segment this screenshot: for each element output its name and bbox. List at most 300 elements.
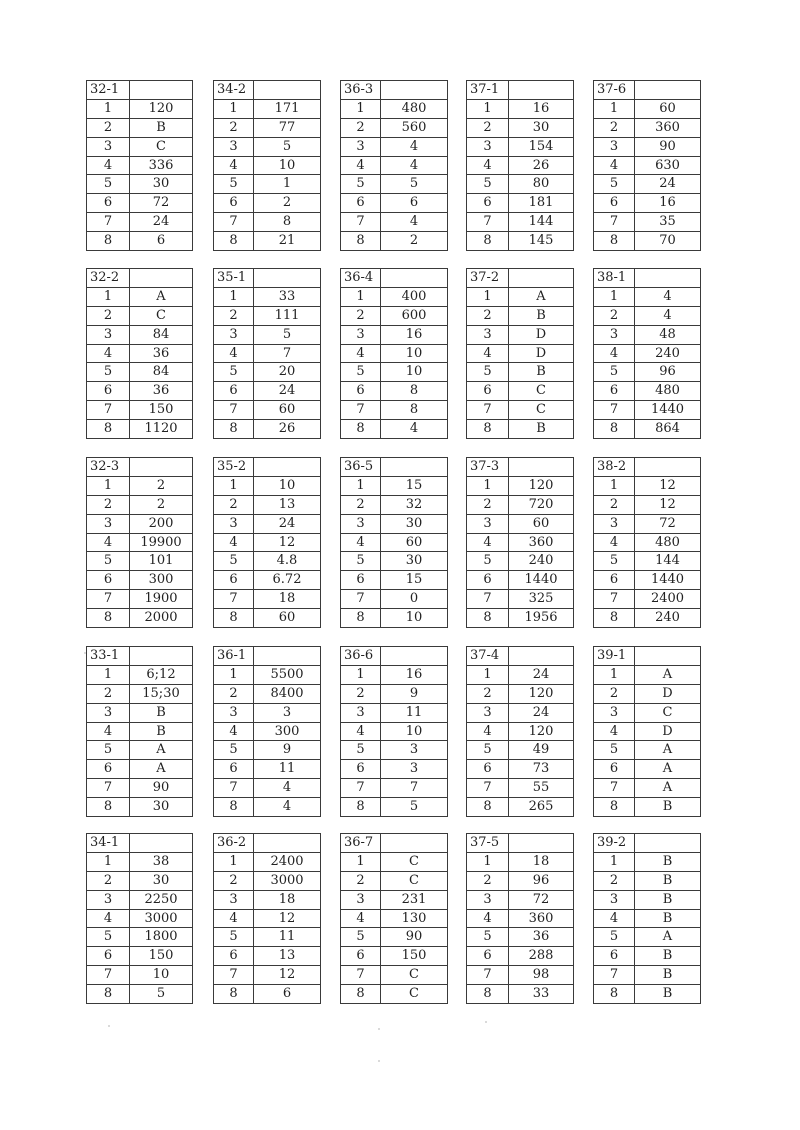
question-number: 6	[467, 571, 509, 590]
answer-value: 32	[381, 495, 448, 514]
table-row	[87, 514, 193, 533]
table-header-blank	[381, 647, 448, 666]
answer-value: 3	[381, 741, 448, 760]
question-number: 6	[467, 760, 509, 779]
question-number: 7	[341, 213, 381, 232]
table-header-blank	[635, 834, 701, 853]
answer-value: 360	[509, 909, 574, 928]
table-header-row	[214, 458, 321, 477]
question-number: 4	[214, 344, 254, 363]
table-row	[214, 741, 321, 760]
table-row	[214, 852, 321, 871]
answer-value: 2250	[130, 890, 193, 909]
answer-value: B	[130, 703, 193, 722]
question-number: 8	[594, 609, 635, 628]
table-row	[594, 287, 701, 306]
question-number: 8	[467, 232, 509, 251]
answer-value: 9	[381, 684, 448, 703]
question-number: 8	[341, 232, 381, 251]
answer-value: 8400	[254, 684, 321, 703]
question-number: 6	[87, 571, 130, 590]
answer-value: 21	[254, 232, 321, 251]
table-row	[594, 533, 701, 552]
answer-value: 90	[381, 928, 448, 947]
question-number: 5	[467, 928, 509, 947]
question-number: 8	[214, 985, 254, 1004]
table-row	[87, 420, 193, 439]
table-row	[87, 928, 193, 947]
question-number: 7	[594, 401, 635, 420]
question-number: 4	[87, 722, 130, 741]
table-row	[341, 306, 448, 325]
answer-value: B	[635, 871, 701, 890]
table-row	[467, 703, 574, 722]
question-number: 3	[214, 890, 254, 909]
answer-value: 13	[254, 947, 321, 966]
table-row	[214, 287, 321, 306]
question-number: 1	[341, 665, 381, 684]
answer-value: 49	[509, 741, 574, 760]
table-row	[87, 985, 193, 1004]
table-label: 36-7	[341, 834, 381, 853]
answer-value: 864	[635, 420, 701, 439]
table-label: 38-1	[594, 269, 635, 288]
question-number: 4	[214, 722, 254, 741]
answer-value: 5	[254, 137, 321, 156]
scan-speck	[108, 1025, 110, 1027]
question-number: 4	[214, 909, 254, 928]
answer-value: 18	[509, 852, 574, 871]
answer-table-37-2	[466, 268, 574, 439]
answer-value: 18	[254, 590, 321, 609]
question-number: 6	[341, 947, 381, 966]
answer-value: 480	[635, 533, 701, 552]
table-label: 36-2	[214, 834, 254, 853]
answer-value: 265	[509, 798, 574, 817]
table-row	[467, 232, 574, 251]
table-row	[87, 852, 193, 871]
question-number: 1	[341, 99, 381, 118]
table-row	[341, 590, 448, 609]
table-row	[467, 495, 574, 514]
table-header-row	[467, 458, 574, 477]
question-number: 4	[341, 156, 381, 175]
question-number: 2	[341, 871, 381, 890]
question-number: 4	[594, 722, 635, 741]
answer-value: 144	[635, 552, 701, 571]
table-row	[341, 741, 448, 760]
answer-value: A	[635, 928, 701, 947]
table-row	[87, 287, 193, 306]
answer-value: 48	[635, 325, 701, 344]
answer-value: 1	[254, 175, 321, 194]
table-row	[214, 99, 321, 118]
question-number: 7	[467, 213, 509, 232]
answer-value: 2	[381, 232, 448, 251]
table-row	[214, 590, 321, 609]
table-row	[594, 552, 701, 571]
table-row	[594, 703, 701, 722]
table-row	[214, 890, 321, 909]
question-number: 8	[594, 420, 635, 439]
table-header-blank	[130, 458, 193, 477]
question-number: 6	[214, 947, 254, 966]
table-header-row	[87, 834, 193, 853]
question-number: 6	[341, 382, 381, 401]
question-number: 7	[467, 966, 509, 985]
answer-value: 16	[635, 194, 701, 213]
question-number: 8	[341, 798, 381, 817]
table-row	[467, 552, 574, 571]
table-label: 37-5	[467, 834, 509, 853]
question-number: 3	[87, 703, 130, 722]
answer-table-35-1	[213, 268, 321, 439]
table-row	[87, 137, 193, 156]
table-row	[467, 156, 574, 175]
table-row	[341, 476, 448, 495]
answer-value: 15;30	[130, 684, 193, 703]
table-header-blank	[254, 458, 321, 477]
table-row	[594, 852, 701, 871]
answer-value: 24	[509, 665, 574, 684]
answer-value: 5500	[254, 665, 321, 684]
table-row	[341, 609, 448, 628]
question-number: 5	[467, 363, 509, 382]
table-header-blank	[254, 834, 321, 853]
answer-value: 70	[635, 232, 701, 251]
table-row	[87, 401, 193, 420]
answer-value: 6.72	[254, 571, 321, 590]
answer-value: 480	[635, 382, 701, 401]
table-row	[214, 514, 321, 533]
table-row	[594, 213, 701, 232]
answer-value: A	[509, 287, 574, 306]
table-header-blank	[381, 269, 448, 288]
table-row	[214, 420, 321, 439]
answer-value: 10	[254, 476, 321, 495]
table-row	[214, 609, 321, 628]
answer-value: 96	[509, 871, 574, 890]
question-number: 7	[87, 590, 130, 609]
table-row	[594, 382, 701, 401]
table-label: 33-1	[87, 647, 130, 666]
table-row	[341, 871, 448, 890]
question-number: 4	[341, 533, 381, 552]
question-number: 8	[214, 232, 254, 251]
question-number: 7	[87, 966, 130, 985]
question-number: 7	[594, 213, 635, 232]
table-header-row	[467, 834, 574, 853]
answer-value: 13	[254, 495, 321, 514]
table-row	[594, 420, 701, 439]
question-number: 5	[87, 741, 130, 760]
table-header-row	[341, 834, 448, 853]
question-number: 4	[467, 909, 509, 928]
question-number: 4	[467, 156, 509, 175]
question-number: 2	[594, 118, 635, 137]
question-number: 5	[594, 928, 635, 947]
table-row	[594, 909, 701, 928]
answer-value: C	[130, 137, 193, 156]
question-number: 4	[87, 156, 130, 175]
question-number: 2	[87, 118, 130, 137]
answer-value: 4	[254, 798, 321, 817]
answer-value: 30	[381, 514, 448, 533]
question-number: 7	[214, 213, 254, 232]
answer-value: 72	[130, 194, 193, 213]
table-row	[341, 495, 448, 514]
answer-value: 240	[635, 609, 701, 628]
answer-value: 77	[254, 118, 321, 137]
question-number: 8	[214, 609, 254, 628]
answer-value: D	[509, 344, 574, 363]
table-row	[214, 156, 321, 175]
table-row	[341, 382, 448, 401]
table-row	[594, 760, 701, 779]
table-label: 36-1	[214, 647, 254, 666]
answer-value: 1956	[509, 609, 574, 628]
answer-table-37-5	[466, 833, 574, 1004]
table-row	[214, 571, 321, 590]
question-number: 4	[594, 344, 635, 363]
question-number: 6	[87, 760, 130, 779]
answer-value: B	[130, 722, 193, 741]
answer-value: 12	[254, 909, 321, 928]
table-row	[214, 137, 321, 156]
answer-value: 3	[254, 703, 321, 722]
table-row	[214, 966, 321, 985]
answer-value: 55	[509, 779, 574, 798]
answer-value: A	[635, 741, 701, 760]
table-row	[594, 99, 701, 118]
answer-value: 24	[254, 382, 321, 401]
answer-value: 1900	[130, 590, 193, 609]
answer-value: B	[635, 890, 701, 909]
answer-value: 150	[130, 947, 193, 966]
table-row	[594, 890, 701, 909]
answer-value: 560	[381, 118, 448, 137]
question-number: 4	[87, 533, 130, 552]
question-number: 7	[214, 779, 254, 798]
question-number: 5	[214, 363, 254, 382]
table-row	[87, 213, 193, 232]
answer-value: 18	[254, 890, 321, 909]
answer-table-37-1	[466, 80, 574, 251]
question-number: 1	[214, 476, 254, 495]
question-number: 5	[214, 741, 254, 760]
table-row	[341, 852, 448, 871]
question-number: 4	[594, 156, 635, 175]
answer-value: 5	[381, 798, 448, 817]
question-number: 6	[594, 194, 635, 213]
question-number: 5	[341, 175, 381, 194]
table-header-blank	[509, 834, 574, 853]
question-number: 6	[341, 760, 381, 779]
question-number: 5	[467, 552, 509, 571]
table-row	[87, 156, 193, 175]
question-number: 3	[467, 703, 509, 722]
table-row	[594, 118, 701, 137]
table-row	[341, 325, 448, 344]
question-number: 2	[467, 118, 509, 137]
answer-value: 1440	[509, 571, 574, 590]
table-row	[594, 137, 701, 156]
table-header-row	[87, 269, 193, 288]
table-row	[467, 325, 574, 344]
table-row	[467, 118, 574, 137]
table-row	[341, 928, 448, 947]
answer-value: 1800	[130, 928, 193, 947]
table-row	[87, 232, 193, 251]
answer-value: B	[130, 118, 193, 137]
question-number: 4	[87, 909, 130, 928]
answer-value: 96	[635, 363, 701, 382]
table-row	[214, 909, 321, 928]
question-number: 3	[594, 890, 635, 909]
answer-value: 150	[130, 401, 193, 420]
table-label: 32-3	[87, 458, 130, 477]
question-number: 8	[87, 798, 130, 817]
question-number: 8	[467, 798, 509, 817]
answer-value: 19900	[130, 533, 193, 552]
table-label: 34-2	[214, 81, 254, 100]
answer-value: 1440	[635, 401, 701, 420]
table-header-blank	[509, 81, 574, 100]
question-number: 4	[214, 533, 254, 552]
table-row	[594, 779, 701, 798]
scan-speck	[485, 1021, 487, 1023]
table-row	[467, 684, 574, 703]
answer-value: 4	[381, 137, 448, 156]
table-row	[87, 363, 193, 382]
question-number: 3	[594, 514, 635, 533]
table-row	[214, 325, 321, 344]
answer-value: B	[635, 798, 701, 817]
question-number: 8	[214, 798, 254, 817]
question-number: 1	[87, 287, 130, 306]
table-row	[594, 156, 701, 175]
question-number: 3	[341, 703, 381, 722]
question-number: 3	[594, 703, 635, 722]
question-number: 7	[467, 401, 509, 420]
table-header-blank	[130, 834, 193, 853]
answer-value: 150	[381, 947, 448, 966]
table-label: 38-2	[594, 458, 635, 477]
answer-value: 1440	[635, 571, 701, 590]
answer-value: C	[130, 306, 193, 325]
answer-value: 336	[130, 156, 193, 175]
question-number: 1	[594, 852, 635, 871]
answer-value: 101	[130, 552, 193, 571]
answer-value: C	[381, 871, 448, 890]
answer-value: 15	[381, 476, 448, 495]
answer-table-37-6	[593, 80, 701, 251]
answer-value: 10	[381, 722, 448, 741]
answer-value: 240	[635, 344, 701, 363]
answer-value: A	[635, 760, 701, 779]
table-row	[341, 420, 448, 439]
table-row	[341, 966, 448, 985]
table-row	[87, 495, 193, 514]
question-number: 4	[87, 344, 130, 363]
question-number: 5	[341, 741, 381, 760]
answer-value: C	[635, 703, 701, 722]
table-row	[87, 798, 193, 817]
table-row	[214, 985, 321, 1004]
answer-value: 288	[509, 947, 574, 966]
table-row	[341, 194, 448, 213]
answer-value: 72	[635, 514, 701, 533]
table-row	[594, 947, 701, 966]
question-number: 6	[594, 571, 635, 590]
table-row	[214, 232, 321, 251]
table-row	[467, 909, 574, 928]
table-row	[214, 665, 321, 684]
table-header-blank	[130, 269, 193, 288]
table-row	[341, 722, 448, 741]
answer-value: 4	[635, 287, 701, 306]
answer-value: C	[509, 382, 574, 401]
answer-table-39-2	[593, 833, 701, 1004]
table-row	[214, 363, 321, 382]
question-number: 5	[214, 552, 254, 571]
question-number: 7	[594, 779, 635, 798]
table-row	[87, 344, 193, 363]
answer-value: 60	[254, 609, 321, 628]
answer-value: 84	[130, 325, 193, 344]
table-row	[467, 947, 574, 966]
answer-value: 10	[254, 156, 321, 175]
table-header-blank	[254, 269, 321, 288]
answer-value: A	[635, 665, 701, 684]
question-number: 3	[341, 514, 381, 533]
answer-value: 0	[381, 590, 448, 609]
question-number: 3	[87, 137, 130, 156]
table-row	[594, 966, 701, 985]
answer-value: 2400	[254, 852, 321, 871]
answer-value: 36	[509, 928, 574, 947]
table-row	[214, 722, 321, 741]
table-header-blank	[509, 647, 574, 666]
answer-value: 26	[254, 420, 321, 439]
table-header-blank	[381, 834, 448, 853]
answer-value: 720	[509, 495, 574, 514]
question-number: 8	[341, 985, 381, 1004]
question-number: 6	[467, 194, 509, 213]
table-row	[214, 798, 321, 817]
answer-value: 300	[130, 571, 193, 590]
question-number: 6	[214, 571, 254, 590]
table-row	[214, 684, 321, 703]
table-row	[594, 306, 701, 325]
answer-table-36-3	[340, 80, 448, 251]
table-row	[594, 194, 701, 213]
answer-value: 1120	[130, 420, 193, 439]
question-number: 1	[214, 99, 254, 118]
question-number: 5	[594, 363, 635, 382]
table-header-row	[214, 834, 321, 853]
question-number: 7	[467, 590, 509, 609]
answer-value: B	[635, 909, 701, 928]
table-label: 35-2	[214, 458, 254, 477]
answer-value: 90	[635, 137, 701, 156]
answer-value: 360	[635, 118, 701, 137]
table-row	[341, 909, 448, 928]
answer-value: 200	[130, 514, 193, 533]
answer-value: 36	[130, 382, 193, 401]
question-number: 5	[594, 741, 635, 760]
answer-table-32-3	[86, 457, 193, 628]
